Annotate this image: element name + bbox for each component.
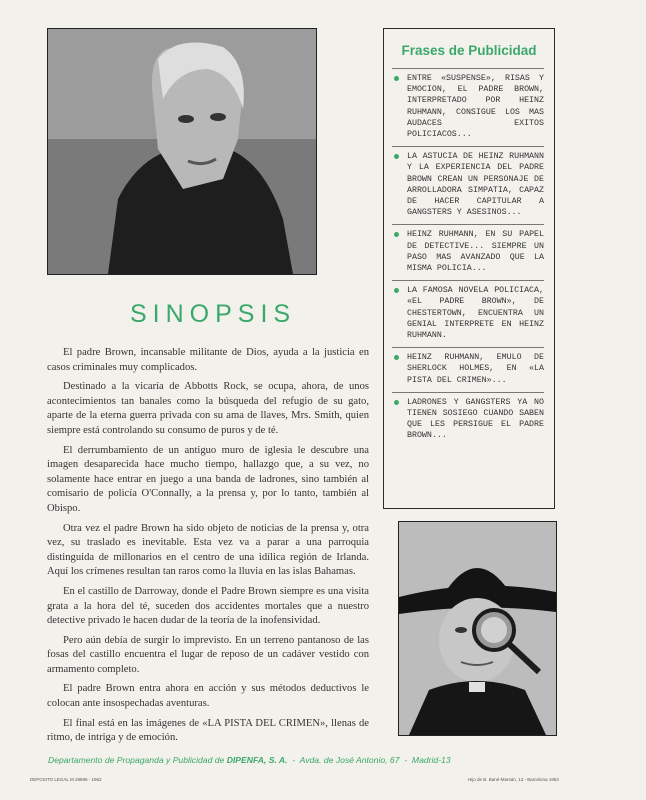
bullet-icon [394, 232, 399, 237]
paragraph: Otra vez el padre Brown ha sido objeto de noticias de la prensa y, otra vez, su traslado es inevitable. Esta vez va a parar a una parroquia distinguida de millonarios en el centro de una idílica región de Irlanda. Aquí los crímenes resultan tan raros como la lluvia en las islas Bahamas. [47, 522, 369, 578]
bullet-icon [394, 288, 399, 293]
footer [48, 755, 568, 765]
paragraph: En el castillo de Darroway, donde el Padre Brown siempre es una visita grata a la hora del té, suceden dos accidentes mortales que a nuestro detective privado le hacen dudar de la teoría de la inofensividad. [47, 585, 369, 627]
paragraph: El final está en las imágenes de «LA PISTA DEL CRIMEN», llenas de ritmo, de intriga y de emoción. [47, 717, 369, 744]
bullet-icon [394, 76, 399, 81]
priest-magnifier-illustration [399, 522, 556, 735]
advertising-phrases-box [383, 28, 555, 509]
bullet-icon [394, 355, 399, 360]
synopsis-body [47, 346, 369, 751]
printer-note: Hijo de B. Bané-Marsán, 13 - Barcelona 1963 [468, 777, 559, 782]
phrase-text: ENTRE «SUSPENSE», RISAS Y EMOCION, EL PADRE BROWN, INTERPRETADO POR HEINZ RUHMANN, CONSIGUE LOS MAS AUDACES EXITOS POLICIACOS... [407, 74, 544, 140]
phrase-text: HEINZ RUHMANN, EN SU PAPEL DE DETECTIVE... SIEMPRE UN PASO MAS AVANZADO QUE LA MISMA POLICIA... [407, 230, 544, 274]
phrase-item [392, 347, 544, 392]
footer-separator: - [404, 755, 408, 765]
phrase-item [392, 68, 544, 146]
phrase-item [392, 224, 544, 280]
box-title: Frases de Publicidad [401, 43, 537, 58]
footer-separator: - [292, 755, 296, 765]
footer-department: Departamento de Propaganda y Publicidad de [48, 755, 225, 765]
synopsis-title: SINOPSIS [130, 300, 297, 328]
phrase-text: LA ASTUCIA DE HEINZ RUHMANN Y LA EXPERIENCIA DEL PADRE BROWN CREAN UN PERSONAJE DE ARROLLADORA SIMPATIA, CAPAZ DE HACER CAPITULAR A GANGSTERS Y ASESINOS... [407, 152, 544, 218]
footer-company: DIPENFA, S. A. [226, 755, 288, 765]
paragraph: El padre Brown entra ahora en acción y sus métodos deductivos le colocan ante insospechadas aventuras. [47, 683, 369, 710]
phrase-text: LADRONES Y GANGSTERS YA NO TIENEN SOSIEGO CUANDO SABEN QUE LES PERSIGUE EL PADRE BROWN... [407, 397, 544, 441]
priest-photo [398, 521, 557, 736]
phrase-item [392, 280, 544, 347]
phrase-text: LA FAMOSA NOVELA POLICIACA, «EL PADRE BROWN», DE CHESTERTOWN, ENCUENTRA UN GENIAL INTERPRETE EN HEINZ RUHMANN. [407, 286, 544, 341]
phrase-item [392, 146, 544, 224]
paragraph: El padre Brown, incansable militante de Dios, ayuda a la justicia en casos criminales muy complicados. [47, 347, 369, 373]
legal-deposit-note: DEPOSITO LEGAL M 28898 - 1962 [30, 777, 102, 782]
paragraph: Destinado a la vicaría de Abbotts Rock, se ocupa, ahora, de unos acontecimientos tan banales como la búsqueda del refugio de su gato, aparte de la eterna guerra privada con su ama de llaves, Mrs. Smith, quien siempre está controlando su consumo de puros y de té. [47, 381, 369, 436]
actress-portrait-illustration [48, 29, 316, 274]
phrase-item [392, 392, 544, 448]
paragraph: El derrumbamiento de un antiguo muro de iglesia le descubre una imagen desaparecida hace mucho tiempo, hallazgo que, a su vez, no solamente hace entrar en juego a una banda de ladrones, sino también al comisario de policía O'Connally, a la prensa y, por lo tanto, también al Obispo. [47, 444, 369, 514]
phrase-text: HEINZ RUHMANN, EMULO DE SHERLOCK HOLMES, EN «LA PISTA DEL CRIMEN»... [407, 353, 544, 385]
paragraph: Pero aún debía de surgir lo imprevisto. En un terreno pantanoso de las fosas del castillo encuentra el lugar de reposo de un cadáver vestido con armamento completo. [47, 634, 369, 675]
footer-city: Madrid-13 [411, 755, 451, 765]
bullet-icon [394, 400, 399, 405]
actress-photo [47, 28, 317, 275]
bullet-icon [394, 154, 399, 159]
footer-address: Avda. de José Antonio, 67 [299, 755, 400, 765]
